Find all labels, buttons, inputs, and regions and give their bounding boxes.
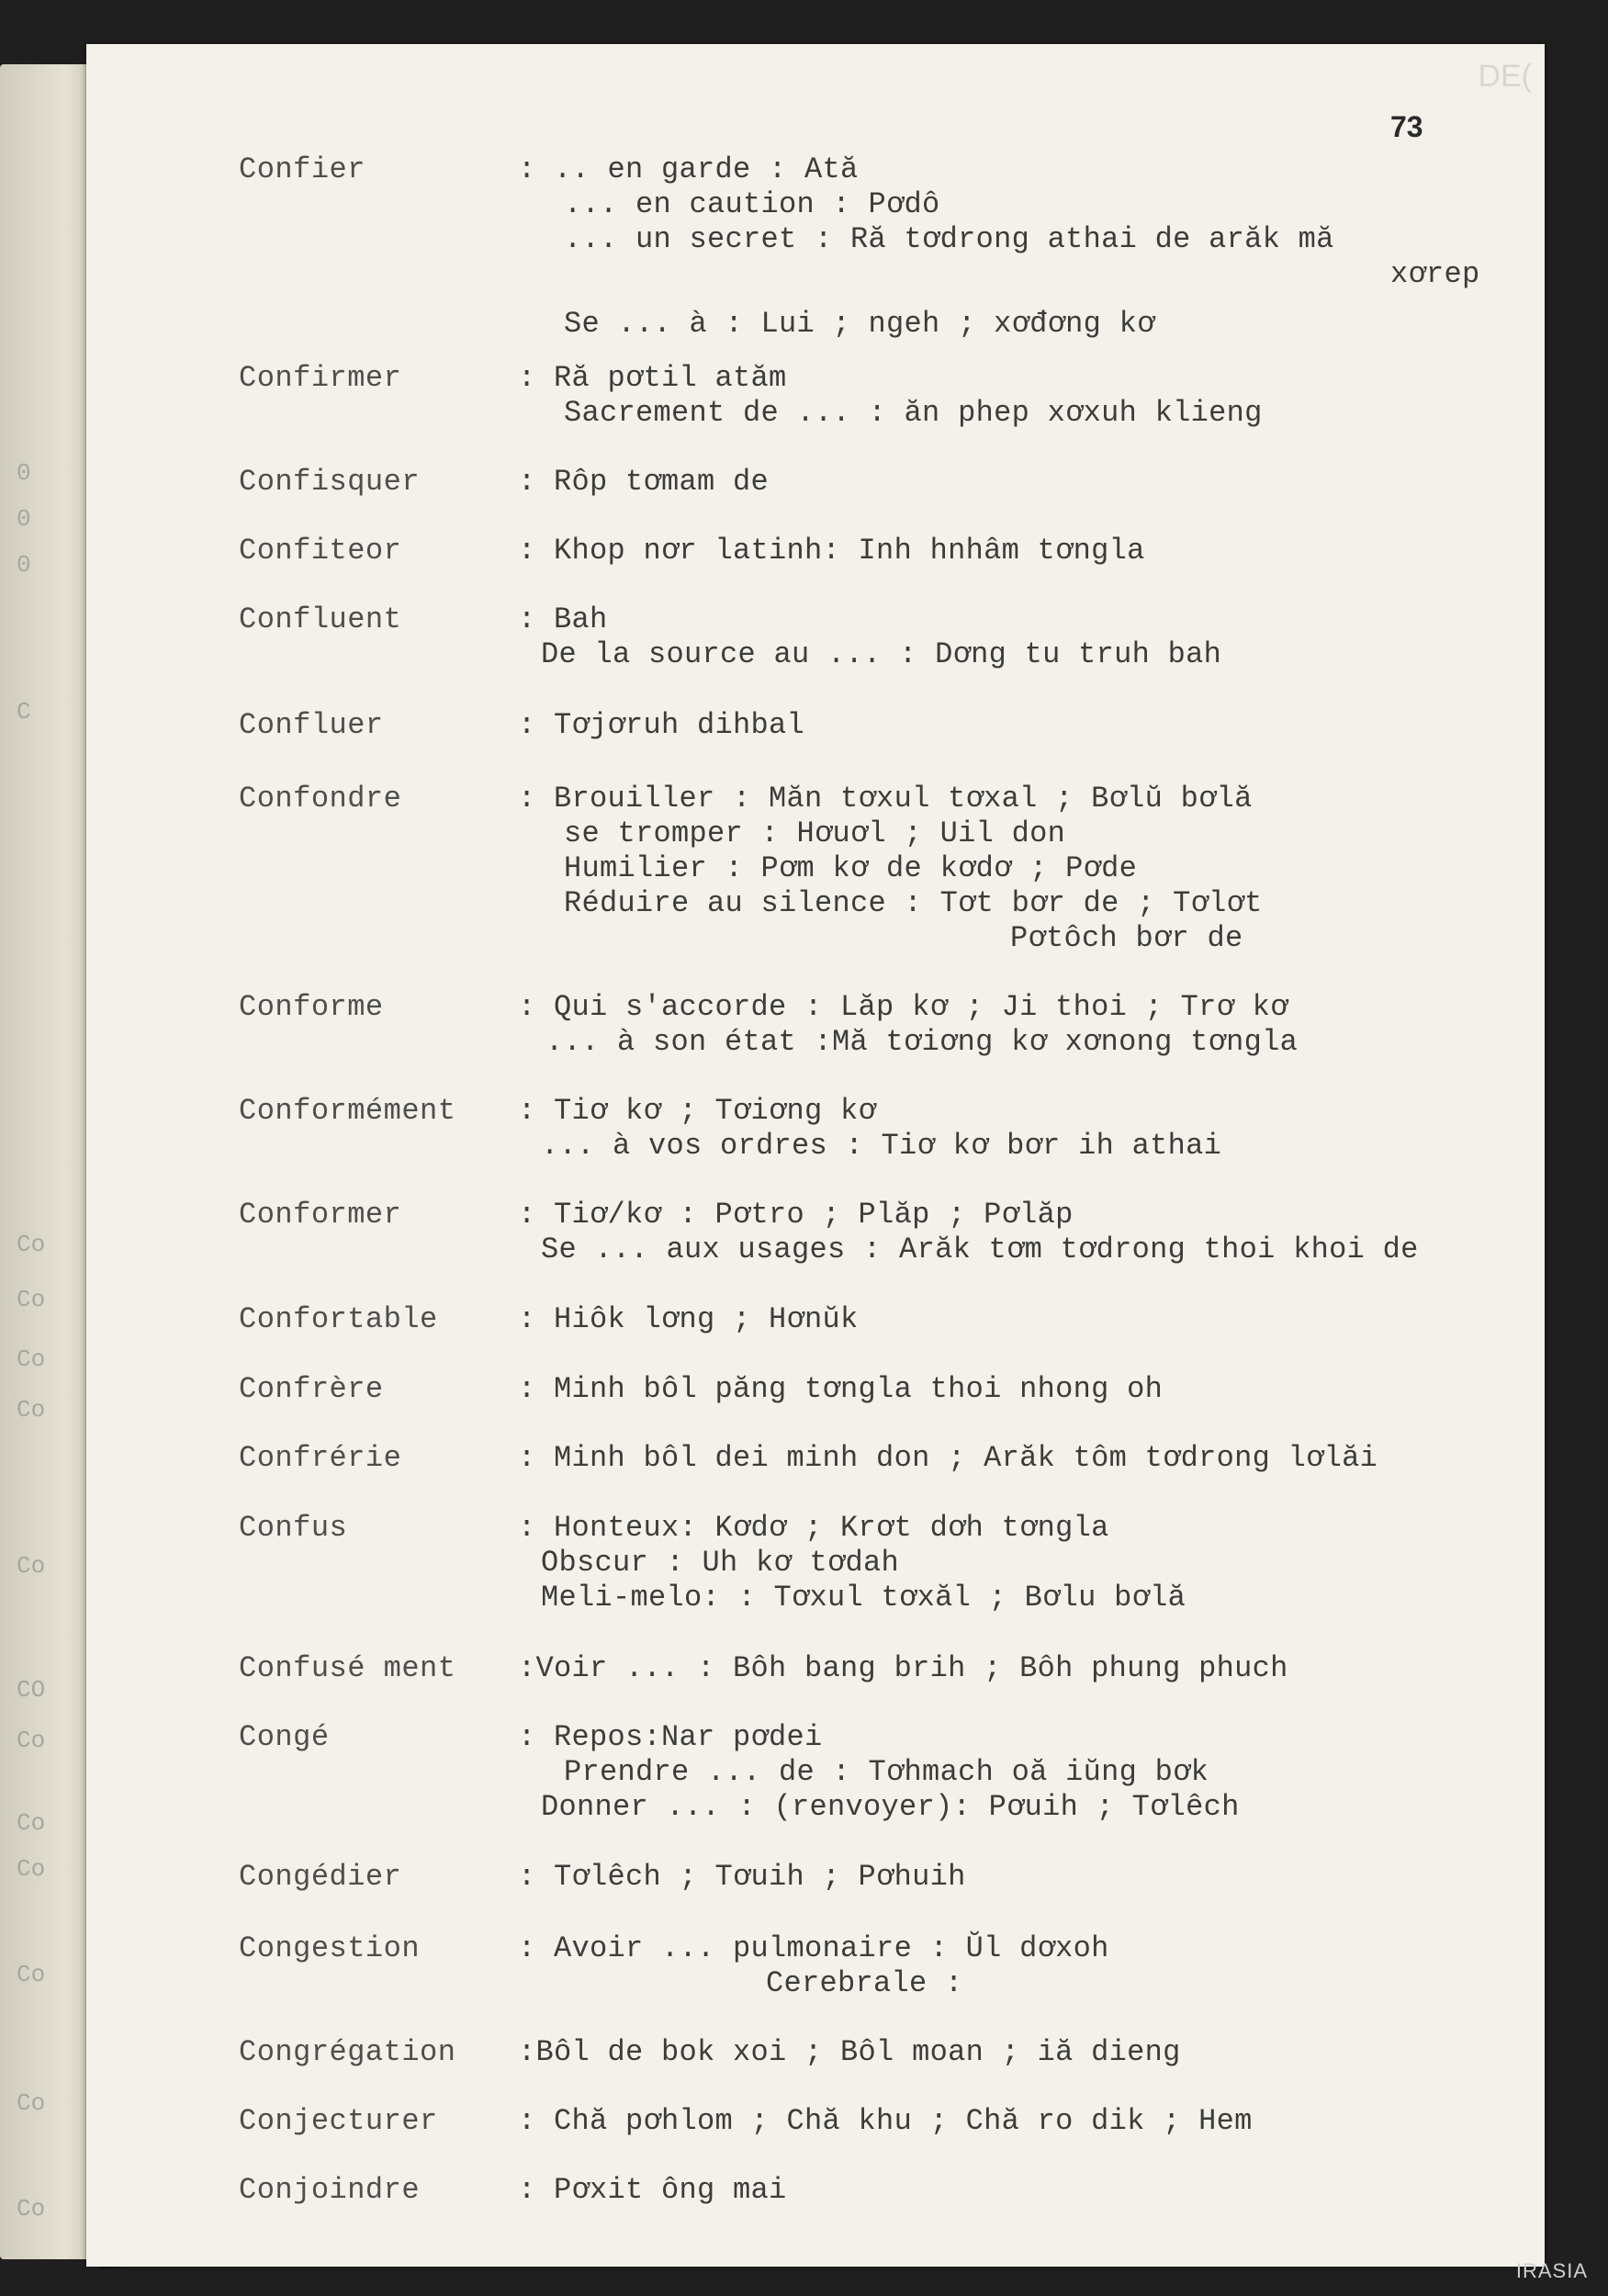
definition-line: : Avoir ... pulmonaire : Ŭl dơxoh	[518, 1931, 1109, 1965]
definition-line: ... à vos ordres : Tiơ kơ bơr ih athai	[541, 1129, 1222, 1163]
headword: Confondre	[239, 782, 402, 816]
definition-line: Se ... aux usages : Arăk tơm tơdrong thoi khoi de	[541, 1232, 1419, 1266]
headword: Confiteor	[239, 534, 402, 568]
left-page-fragment: Co	[17, 1855, 46, 1883]
definition-line: Cerebrale :	[766, 1966, 963, 2000]
definition-line: : Ră pơtil atăm	[518, 361, 787, 395]
headword: Confier	[239, 152, 365, 186]
definition-line: : Rôp tơmam de	[518, 465, 770, 499]
headword: Confisquer	[239, 465, 421, 499]
definition-line: : Tiơ/kơ : Pơtro ; Plăp ; Pơlăp	[518, 1198, 1074, 1232]
left-page-fragment: Co	[17, 1727, 46, 1754]
left-page-fragment: C	[17, 698, 31, 726]
definition-line: ... en caution : Pơdô	[564, 187, 940, 221]
headword: Congrégation	[239, 2035, 456, 2069]
left-page-fragment: Co	[17, 2089, 46, 2117]
definition-line: : Bah	[518, 602, 608, 636]
definition-line: : Hiôk lơng ; Hơnŭk	[518, 1302, 859, 1336]
definition-line: Meli-melo: : Tơxul tơxăl ; Bơlu bơlă	[541, 1581, 1186, 1615]
definition-line: Prendre ... de : Tơhmach oă iŭng bơk	[564, 1755, 1209, 1789]
headword: Congestion	[239, 1931, 421, 1965]
definition-line: Obscur : Uh kơ tơdah	[541, 1546, 900, 1580]
headword: Confluent	[239, 602, 402, 636]
definition-line: : Brouiller : Măn tơxul tơxal ; Bơlŭ bơlă	[518, 782, 1253, 816]
definition-line: : Pơxit ông mai	[518, 2173, 787, 2207]
headword: Congédier	[239, 1860, 402, 1894]
headword: Confluer	[239, 708, 384, 742]
definition-line: :Voir ... : Bôh bang brih ; Bôh phung phuch	[518, 1651, 1288, 1685]
definition-line: Donner ... : (renvoyer): Pơuih ; Tơlêch	[541, 1790, 1240, 1824]
left-page-fragment: 0	[17, 551, 31, 579]
headword: Conforme	[239, 990, 384, 1024]
headword: Confrérie	[239, 1441, 402, 1475]
definition-line: : Chă pơhlom ; Chă khu ; Chă ro dik ; Hem	[518, 2104, 1253, 2138]
headword: Congé	[239, 1720, 330, 1754]
left-page-fragment: Co	[17, 1809, 46, 1837]
archive-watermark: IRASIA	[1515, 2259, 1588, 2282]
headword: Confortable	[239, 1302, 438, 1336]
definition-line: Se ... à : Lui ; ngeh ; xơđơng kơ	[564, 307, 1155, 341]
headword: Conjecturer	[239, 2104, 438, 2138]
headword: Confirmer	[239, 361, 402, 395]
definition-line: Sacrement de ... : ăn phep xơxuh klieng	[564, 396, 1263, 430]
definition-line: Humilier : Pơm kơ de kơdơ ; Pơde	[564, 851, 1138, 885]
definition-line: De la source au ... : Dơng tu truh bah	[541, 637, 1222, 671]
left-page-fragment: 0	[17, 505, 31, 533]
document-page	[86, 44, 1545, 2267]
left-page-fragment: Co	[17, 1231, 46, 1258]
left-page-fragment: CO	[17, 1676, 46, 1704]
corner-mark: DE(	[1478, 59, 1532, 94]
definition-line: ... un secret : Ră tơdrong athai de arăk mă	[564, 222, 1334, 256]
definition-line: : Repos:Nar pơdei	[518, 1720, 823, 1754]
headword: Conformer	[239, 1198, 402, 1232]
definition-line: xơrep	[1390, 257, 1480, 291]
definition-line: : Honteux: Kơdơ ; Krơt dơh tơngla	[518, 1511, 1109, 1545]
definition-line: se tromper : Hơuơl ; Uil don	[564, 816, 1066, 850]
definition-line: : Khop nơr latinh: Inh hnhâm tơngla	[518, 534, 1145, 568]
headword: Confrère	[239, 1372, 384, 1406]
left-page-fragment: 0	[17, 459, 31, 487]
left-page-fragment: Co	[17, 1396, 46, 1424]
page-number: 73	[1390, 110, 1423, 143]
left-page-fragment: Co	[17, 2195, 46, 2223]
definition-line: ... à son état :Mă tơiơng kơ xơnong tơngla	[545, 1025, 1299, 1059]
headword: Conjoindre	[239, 2173, 421, 2207]
definition-line: Réduire au silence : Tơt bơr de ; Tơlơt	[564, 886, 1263, 920]
definition-line: : Qui s'accorde : Lăp kơ ; Ji thoi ; Trơ kơ	[518, 990, 1288, 1024]
left-page-fragment: Co	[17, 1286, 46, 1313]
definition-line: : Minh bôl dei minh don ; Arăk tôm tơdrong lơlăi	[518, 1441, 1378, 1475]
definition-line: Pơtôch bơr de	[1010, 921, 1243, 955]
left-page-fragment: Co	[17, 1961, 46, 1988]
definition-line: :Bôl de bok xoi ; Bôl moan ; iă dieng	[518, 2035, 1181, 2069]
definition-line: : Tiơ kơ ; Tơiơng kơ	[518, 1094, 877, 1128]
headword: Confusé ment	[239, 1651, 456, 1685]
left-page-fragment: Co	[17, 1345, 46, 1373]
headword: Conformément	[239, 1094, 456, 1128]
headword: Confus	[239, 1511, 348, 1545]
definition-line: : Tơlêch ; Tơuih ; Pơhuih	[518, 1860, 966, 1894]
left-page-fragment: Co	[17, 1552, 46, 1580]
definition-line: : Minh bôl păng tơngla thoi nhong oh	[518, 1372, 1164, 1406]
definition-line: : .. en garde : Ată	[518, 152, 859, 186]
definition-line: : Tơjơruh dihbal	[518, 708, 805, 742]
